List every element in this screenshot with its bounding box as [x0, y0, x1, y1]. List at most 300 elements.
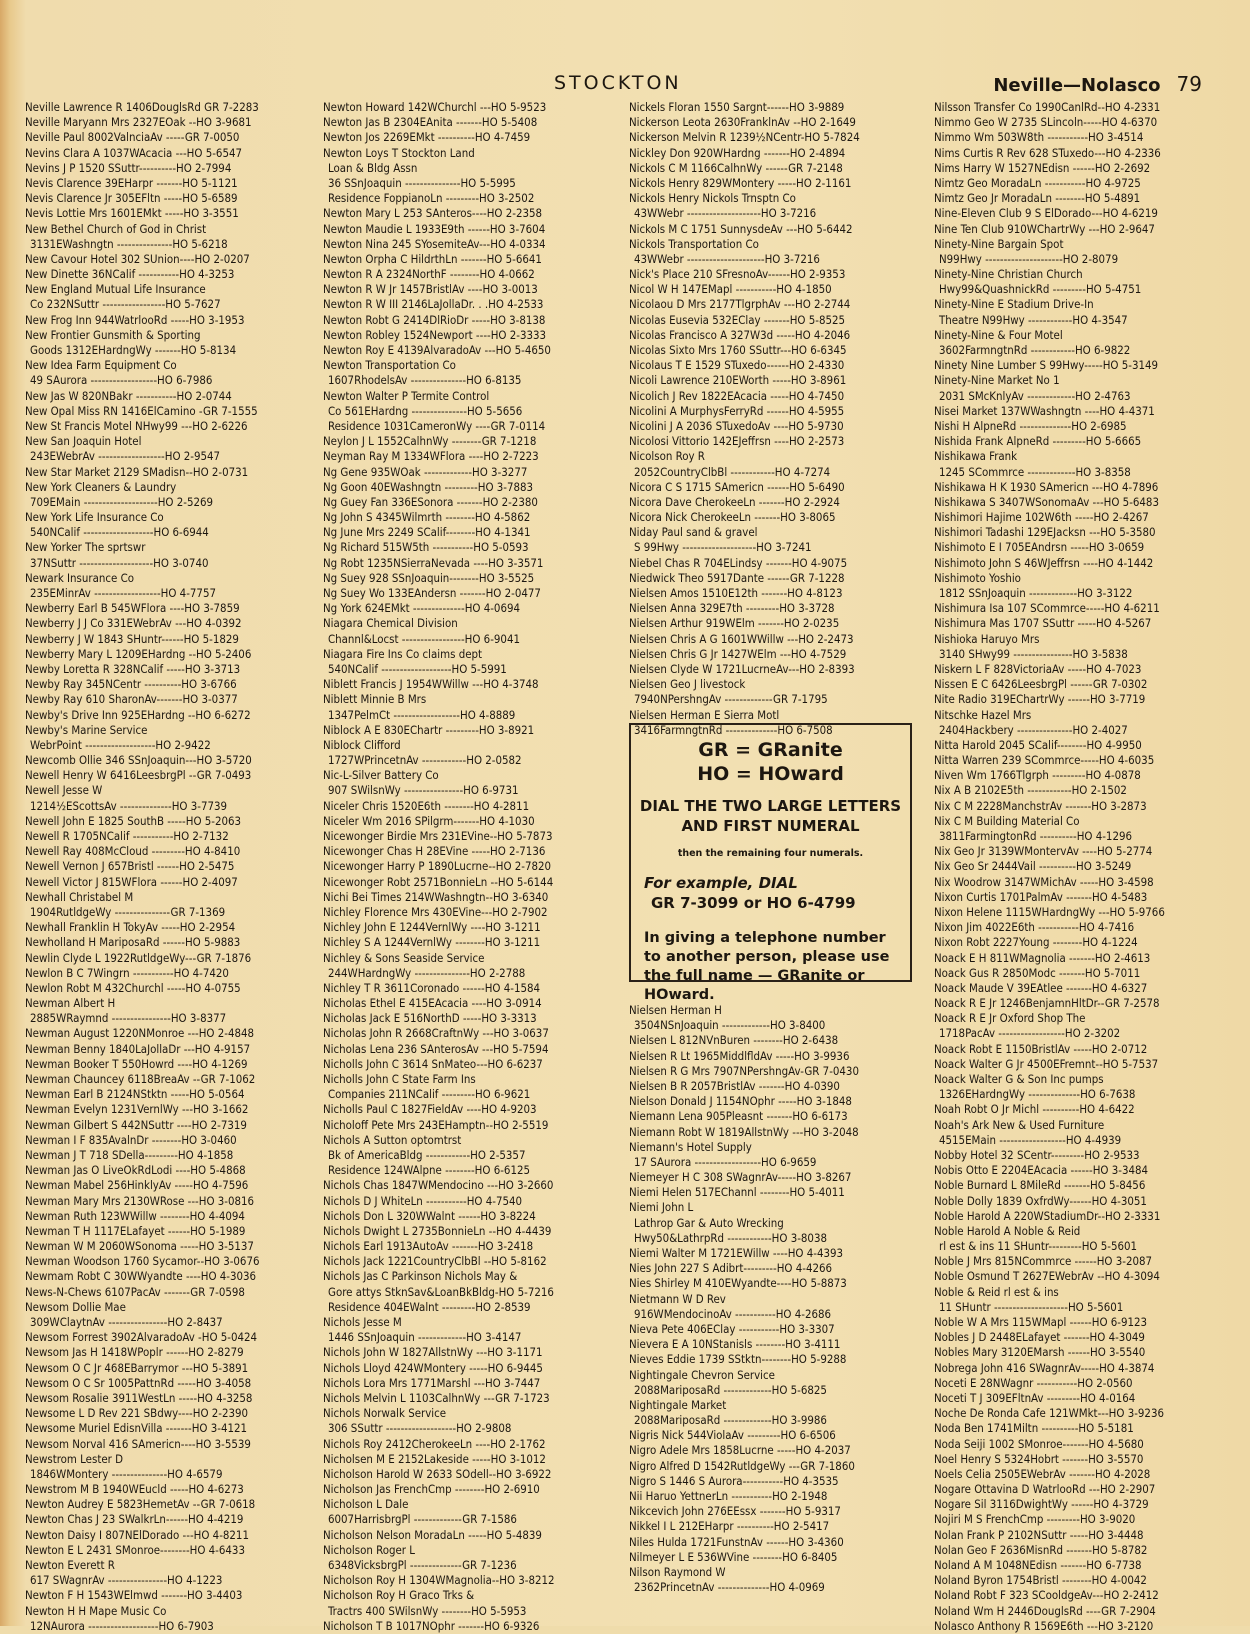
- listing-entry: 3416FarmngtnRd --------------HO 6-7508: [634, 722, 833, 737]
- listing-entry: Ng Richard 515W5th -----------HO 5-0593: [323, 540, 529, 555]
- listing-entry: Nishioka Haruyo Mrs: [934, 631, 1040, 646]
- notice-dial-instruction: DIAL THE TWO LARGE LETTERS: [639, 797, 902, 815]
- listing-entry: Newsom O C Jr 468EBarrymor ---HO 5-3891: [25, 1360, 249, 1375]
- listing-entry: News-N-Chews 6107PacAv -------GR 7-0598: [25, 1284, 245, 1299]
- listing-entry: Nigris Nick 544ViolaAv ---------HO 6-6506: [629, 1428, 836, 1443]
- listing-entry: 2088MariposaRd -------------HO 3-9986: [634, 1413, 827, 1428]
- listing-entry: New York Life Insurance Co: [25, 510, 164, 525]
- listing-entry: New Cavour Hotel 302 SUnion----HO 2-0207: [25, 251, 250, 266]
- listing-entry: Ninety-Nine Christian Church: [934, 267, 1083, 282]
- listing-entry: Nishimura Mas 1707 SSuttr -----HO 4-5267: [934, 616, 1152, 631]
- listing-entry: Niemi John L: [629, 1200, 694, 1215]
- listing-entry: Newell Ray 408McCloud ---------HO 4-8410: [25, 844, 241, 859]
- listing-entry: Nies John 227 S Adibrt---------HO 4-4266: [629, 1261, 833, 1276]
- listing-entry: 11 SHuntr --------------------HO 5-5601: [939, 1299, 1124, 1314]
- listing-entry: Noble Burnard L 8MileRd -------HO 5-8456: [934, 1178, 1146, 1193]
- listing-entry: Niven Wm 1766Tlgrph ---------HO 4-0878: [934, 768, 1141, 783]
- listing-entry: New Star Market 2129 SMadisn--HO 2-0731: [25, 464, 249, 479]
- listing-entry: Neylon J L 1552CalhnWy --------GR 7-1218: [323, 434, 537, 449]
- listing-entry: New Yorker The sprtswr: [25, 540, 146, 555]
- listing-entry: Bk of AmericaBldg ------------HO 2-5357: [328, 1147, 526, 1162]
- listing-entry: Newton Howard 142WChurchl ---HO 5-9523: [323, 100, 547, 114]
- listing-entry: Nicewonger Harry P 1890Lucrne--HO 2-7820: [323, 859, 552, 874]
- listing-entry: 907 SWilsnWy ----------------HO 6-9731: [328, 783, 519, 798]
- listing-entry: Nixon Helene 1115WHardngWy ---HO 5-9766: [934, 904, 1165, 919]
- listing-entry: Nishimori Tadashi 129EJacksn ---HO 5-3580: [934, 525, 1156, 540]
- listing-entry: Noack E H 811WMagnolia -------HO 2-4613: [934, 950, 1151, 965]
- listing-entry: Newlon Robt M 432Churchl -----HO 4-0755: [25, 980, 241, 995]
- listing-entry: Newton F H 1543WElmwd -------HO 3-4403: [25, 1588, 243, 1603]
- listing-entry: Niemi Helen 517EChannl --------HO 5-4011: [629, 1185, 845, 1200]
- listing-entry: Newmam Robt C 30WWyandte ----HO 4-3036: [25, 1269, 257, 1284]
- listing-entry: Nicolaou D Mrs 2177TlgrphAv ---HO 2-2744: [629, 297, 851, 312]
- listing-entry: Residence 1031CameronWy ----GR 7-0114: [328, 418, 546, 433]
- listing-entry: Newman Mabel 256HinklyAv -----HO 4-7596: [25, 1178, 249, 1193]
- listing-entry: Newman Ruth 123WWillw --------HO 4-4094: [25, 1208, 245, 1223]
- listing-entry: Nielsen Herman H: [629, 1003, 722, 1017]
- notice-howard: HO = HOward: [697, 763, 844, 785]
- listing-entry: Newton Transportation Co: [323, 358, 456, 373]
- listing-entry: Nichols D J WhiteLn -----------HO 4-7540: [323, 1193, 523, 1208]
- listing-entry: Nishimura Isa 107 SCommrce-----HO 4-6211: [934, 601, 1160, 616]
- listing-entry: Nicholson T B 1017NOphr -------HO 6-9326: [323, 1618, 540, 1633]
- listing-entry: Neyman Ray M 1334WFlora ----HO 2-7223: [323, 449, 539, 464]
- listing-entry: Niagara Chemical Division: [323, 616, 458, 631]
- listing-entry: Newby's Drive Inn 925EHardng --HO 6-6272: [25, 707, 251, 722]
- listing-entry: Noack Maude V 39EAtlee -------HO 4-6327: [934, 980, 1148, 995]
- listing-entry: New San Joaquin Hotel: [25, 434, 142, 449]
- listing-entry: New Bethel Church of God in Christ: [25, 221, 207, 236]
- listing-entry: Newman Gilbert S 442NSuttr ----HO 2-7319: [25, 1117, 247, 1132]
- listing-entry: New Opal Miss RN 1416ElCamino -GR 7-1555: [25, 403, 258, 418]
- listing-entry: Newman I F 835AvalnDr --------HO 3-0460: [25, 1132, 237, 1147]
- listing-entry: Newell John E 1825 SouthB -----HO 5-2063: [25, 813, 242, 828]
- listing-entry: Nikcevich John 276EEssx -------HO 5-9317: [629, 1504, 841, 1519]
- listing-entry: 6007HarrisbrgPl -------------GR 7-1586: [328, 1512, 517, 1527]
- listing-entry: Nielsen Arthur 919WElm -------HO 2-0235: [629, 616, 840, 631]
- listing-entry: Nevis Clarence Jr 305EFltn -----HO 5-6589: [25, 191, 238, 206]
- listing-entry: Tractrs 400 SWilsnWy --------HO 5-5953: [328, 1603, 527, 1618]
- listing-entry: Newell Henry W 6416LeesbrgPl --GR 7-0493: [25, 768, 252, 783]
- listing-entry: 540NCalif -------------------HO 5-5991: [328, 661, 507, 676]
- listing-entry: New Frontier Gunsmith & Sporting: [25, 327, 201, 342]
- listing-entry: Nix Geo Jr 3139WMontervAv ----HO 5-2774: [934, 844, 1153, 859]
- listing-entry: New St Francis Motel NHwy99 ---HO 2-6226: [25, 418, 248, 433]
- listing-entry: 3602FarmngtnRd ------------HO 6-9822: [939, 343, 1131, 357]
- listing-entry: Newman August 1220NMonroe ---HO 2-4848: [25, 1026, 255, 1041]
- listing-entry: 7940NPershngAv -------------GR 7-1795: [634, 692, 828, 707]
- listing-entry: Noceti E 28NWagnr -----------HO 2-0560: [934, 1375, 1133, 1390]
- listing-entry: 709EMain --------------------HO 2-5269: [30, 494, 214, 509]
- listing-entry: Newton Audrey E 5823HemetAv --GR 7-0618: [25, 1497, 256, 1512]
- listing-entry: 17 SAurora ------------------HO 6-9659: [634, 1154, 817, 1169]
- listing-entry: Nims Harry W 1527NEdisn ------HO 2-2692: [934, 160, 1151, 175]
- listing-entry: Nielsen B R 2057BristlAv -------HO 4-0390: [629, 1078, 840, 1093]
- listing-entry: Newman Benny 1840LaJollaDr ---HO 4-9157: [25, 1041, 251, 1056]
- listing-entry: Nickols Henry Nickols Trnsptn Co: [629, 191, 796, 206]
- listing-entry: Newman Woodson 1760 Sycamor--HO 3-0676: [25, 1254, 260, 1269]
- listing-entry: Nissen E C 6426LeesbrgPl ------GR 7-0302: [934, 677, 1148, 692]
- listing-entry: 37NSuttr --------------------HO 3-0740: [30, 555, 209, 570]
- listing-entry: Ninety-Nine E Stadium Drive-In: [934, 297, 1094, 312]
- listing-entry: 4515EMain ------------------HO 4-4939: [939, 1132, 1122, 1147]
- listing-entry: Nishikawa S 3407WSonomaAv ---HO 5-6483: [934, 494, 1159, 509]
- listing-entry: Ng Gene 935WOak -------------HO 3-3277: [323, 464, 528, 479]
- listing-entry: Nichi Bei Times 214WWashngtn--HO 3-6340: [323, 889, 549, 904]
- listing-entry: Nishikawa Frank: [934, 449, 1018, 464]
- listing-entry: Nicolson Roy R: [629, 449, 705, 464]
- listing-entry: Nolasco Anthony R 1569E6th ---HO 3-2120: [934, 1618, 1154, 1633]
- listing-entry: Newman J T 718 SDella---------HO 4-1858: [25, 1147, 234, 1162]
- listing-entry: Nies Shirley M 410EWyandte----HO 5-8873: [629, 1276, 847, 1291]
- listing-entry: Noack Gus R 2850Modc -------HO 5-7011: [934, 965, 1141, 980]
- listing-entry: Newhall Christabel M: [25, 889, 134, 904]
- listing-entry: Nix C M Building Material Co: [934, 813, 1080, 828]
- listing-entry: New Jas W 820NBakr -----------HO 2-0744: [25, 388, 232, 403]
- listing-entry: Newman W M 2060WSonoma -----HO 3-5137: [25, 1239, 254, 1254]
- listing-entry: Nielsen Geo J livestock: [629, 677, 746, 692]
- listing-entry: Nichols Chas 1847WMendocino ---HO 3-2660: [323, 1178, 554, 1193]
- listing-entry: Ng June Mrs 2249 SCalif--------HO 4-1341: [323, 525, 531, 540]
- listing-entry: Nicolas Francisco A 327W3d -----HO 4-2046: [629, 327, 851, 342]
- listing-entry: Newton Orpha C HildrthLn -------HO 5-6641: [323, 251, 542, 266]
- page-header: [0, 72, 1250, 96]
- listing-entry: Noland A M 1048NEdisn -------HO 6-7738: [934, 1558, 1142, 1572]
- listing-entry: Noack R E Jr 1246BenjamnHltDr--GR 7-2578: [934, 996, 1160, 1011]
- listing-entry: Loan & Bldg Assn: [328, 160, 418, 175]
- listing-entry: Ninety-Nine & Four Motel: [934, 327, 1063, 342]
- listing-entry: Newton Chas J 23 SWalkrLn------HO 4-4219: [25, 1512, 244, 1527]
- listing-entry: Nichley T R 3611Coronado ------HO 4-1584: [323, 980, 541, 995]
- name-range: [993, 72, 1202, 96]
- listing-entry: Newell Jesse W: [25, 783, 103, 798]
- listing-entry: Newton Roy E 4139AlvaradoAv ---HO 5-4650: [323, 343, 551, 357]
- listing-entry: Newton Maudie L 1933E9th ------HO 3-7604: [323, 221, 546, 236]
- listing-entry: Ng Goon 40EWashngtn ---------HO 3-7883: [323, 479, 534, 494]
- listing-entry: Newby Ray 610 SharonAv-------HO 3-0377: [25, 692, 238, 707]
- listing-entry: 3811FarmingtonRd ----------HO 4-1296: [939, 829, 1133, 843]
- listing-entry: rl est & ins 11 SHuntr---------HO 5-5601: [939, 1239, 1138, 1254]
- listing-entry: Newman Mary Mrs 2130WRose ---HO 3-0816: [25, 1193, 255, 1208]
- listing-entry: Nitschke Hazel Mrs: [934, 707, 1032, 722]
- listing-entry: Nicewonger Birdie Mrs 231EVine--HO 5-7873: [323, 829, 553, 843]
- city-title: STOCKTON: [554, 72, 682, 94]
- listing-entry: Niday Paul sand & gravel: [629, 525, 758, 540]
- listing-entry: Nick's Place 210 SFresnoAv------HO 2-9353: [629, 267, 846, 282]
- listing-entry: Nickols Transportation Co: [629, 236, 759, 251]
- listing-entry: Niles Hulda 1721FunstnAv ------HO 3-4360: [629, 1534, 844, 1549]
- listing-entry: Noland Wm H 2446DouglsRd ----GR 7-2904: [934, 1603, 1156, 1618]
- listing-entry: Newberry J W 1843 SHuntr------HO 5-1829: [25, 631, 239, 646]
- listing-entry: Nichols Norwalk Service: [323, 1406, 447, 1421]
- listing-entry: Niblock Clifford: [323, 737, 401, 752]
- listing-entry: Nietmann W D Rev: [629, 1291, 726, 1306]
- listing-entry: Nichols A Sutton optomtrst: [323, 1132, 462, 1147]
- listing-entry: 36 SSnJoaquin ---------------HO 5-5995: [328, 175, 516, 190]
- listing-entry: Newberry Earl B 545WFlora ----HO 3-7859: [25, 601, 240, 616]
- listing-entry: Noack Walter G Jr 4500EFremnt--HO 5-7537: [934, 1056, 1159, 1071]
- listing-entry: 540NCalif -------------------HO 6-6944: [30, 525, 209, 540]
- listing-entry: Nicholson Nelson MoradaLn -----HO 5-4839: [323, 1527, 542, 1542]
- listing-entry: 3140 SHwy99 ----------------HO 3-5838: [939, 646, 1128, 661]
- listing-entry: 1812 SSnJoaquin -------------HO 3-3122: [939, 586, 1133, 600]
- listing-entry: Nilson Raymond W: [629, 1564, 726, 1579]
- listing-entry: Newman Earl B 2124NStktn -----HO 5-0564: [25, 1087, 245, 1102]
- listing-entry: Newsom Norval 416 SAmericn----HO 3-5539: [25, 1436, 251, 1451]
- listing-entry: Nikkel I L 212EHarpr ----------HO 2-5417: [629, 1519, 830, 1534]
- listing-entry: Newstrom M B 1940WEucld -----HO 4-6273: [25, 1482, 244, 1497]
- listing-entry: New York Cleaners & Laundry: [25, 479, 177, 494]
- listing-entry: Nobby Hotel 32 SCentr---------HO 2-9533: [934, 1147, 1140, 1162]
- listing-entry: Noack Robt E 1150BristlAv -----HO 2-0712: [934, 1041, 1148, 1056]
- listing-entry: Nix Woodrow 3147WMichAv -----HO 3-4598: [934, 874, 1154, 889]
- listing-entry: Theatre N99Hwy ------------HO 4-3547: [939, 312, 1128, 327]
- listing-entry: New Frog Inn 944WatrlooRd -----HO 3-1953: [25, 312, 245, 327]
- listing-entry: Niceler Chris 1520E6th --------HO 4-2811: [323, 798, 530, 813]
- listing-entry: Nichols Jesse M: [323, 1315, 402, 1329]
- listing-entry: Noland Byron 1754Bristl --------HO 4-0042: [934, 1573, 1147, 1588]
- listing-entry: 1904RutldgeWy ---------------GR 7-1369: [30, 904, 226, 919]
- listing-entry: Noel Henry S 5324Hobrt -------HO 3-5570: [934, 1451, 1144, 1466]
- listing-entry: New Dinette 36NCalif -----------HO 4-3253: [25, 267, 235, 282]
- listing-entry: Nicolas Eusevia 532EClay -------HO 5-8525: [629, 312, 846, 327]
- listing-entry: Nichley & Sons Seaside Service: [323, 950, 485, 965]
- listing-entry: Nicholas Lena 236 SAnterosAv ---HO 5-7594: [323, 1041, 549, 1056]
- listing-entry: Nicolosi Vittorio 142EJeffrsn ----HO 2-2573: [629, 434, 845, 449]
- listing-entry: Nicora C S 1715 SAmericn ------HO 5-6490: [629, 479, 845, 494]
- listing-entry: 2362PrincetnAv --------------HO 4-0969: [634, 1580, 825, 1595]
- listing-entry: Nicholas Jack E 516NorthD -----HO 3-3313: [323, 1011, 537, 1026]
- listing-entry: Newhall Franklin H TokyAv -----HO 2-2954: [25, 920, 236, 935]
- listing-entry: Neville Paul 8002ValnciaAv -----GR 7-0050: [25, 130, 240, 145]
- listing-entry: Newton Mary L 253 SAnteros----HO 2-2358: [323, 206, 543, 221]
- listing-entry: 243EWebrAv ------------------HO 2-9547: [30, 449, 221, 464]
- listing-entry: Nitta Harold 2045 SCalif--------HO 4-9950: [934, 737, 1142, 752]
- listing-entry: Nigro Alfred D 1542RutldgeWy ---GR 7-1860: [629, 1458, 855, 1473]
- listing-entry: Nicewonger Chas H 28EVine -----HO 2-7136: [323, 844, 546, 859]
- listing-entry: Newton Nina 245 SYosemiteAv---HO 4-0334: [323, 236, 546, 251]
- listing-entry: Noda Ben 1741Miltn ----------HO 5-5181: [934, 1421, 1134, 1436]
- listing-entry: Nicholls Paul C 1827FieldAv ----HO 4-9203: [323, 1102, 537, 1117]
- listing-entry: Nicewonger Robt 2571BonnieLn --HO 5-6144: [323, 874, 554, 889]
- listing-entry: Newton H H Mape Music Co: [25, 1603, 167, 1618]
- listing-entry: Nickerson Melvin R 1239½NCentr-HO 5-7824: [629, 130, 860, 145]
- listing-entry: Newton Robt G 2414DlRioDr -----HO 3-8138: [323, 312, 546, 327]
- listing-entry: Nicholson Roy H Graco Trks &: [323, 1588, 475, 1603]
- listing-entry: Nolan Frank P 2102NSuttr -----HO 3-4448: [934, 1527, 1144, 1542]
- listing-entry: Nielsen Herman E Sierra Motl: [629, 707, 780, 722]
- listing-column-2: [323, 100, 621, 1634]
- listing-entry: Nicholson Roy H 1304WMagnolia--HO 3-8212: [323, 1573, 555, 1588]
- listing-entry: Niebel Chas R 704ELindsy -------HO 4-9075: [629, 555, 848, 570]
- listing-entry: Newsome L D Rev 221 SBdwy----HO 2-2390: [25, 1406, 249, 1421]
- listing-entry: Niblett Minnie B Mrs: [323, 692, 427, 707]
- listing-entry: Niemann Lena 905Pleasnt -------HO 6-6173: [629, 1109, 848, 1124]
- listing-entry: Nobis Otto E 2204EAcacia ------HO 3-3484: [934, 1163, 1149, 1178]
- listing-entry: Nimmo Geo W 2735 SLincoln-----HO 4-6370: [934, 115, 1158, 130]
- listing-entry: Nishimoto E I 705EAndrsn -----HO 3-0659: [934, 540, 1145, 555]
- listing-entry: Companies 211NCalif ---------HO 6-9621: [328, 1087, 531, 1102]
- listing-entry: Nishimori Hajime 102W6th -----HO 2-4267: [934, 510, 1149, 525]
- listing-entry: Newsome Muriel EdisnVilla -------HO 3-4121: [25, 1421, 248, 1436]
- listing-entry: Ng John S 4345Wilmrth --------HO 4-5862: [323, 510, 531, 525]
- listing-entry: Nichols John W 1827AllstnWy ---HO 3-1171: [323, 1345, 543, 1360]
- listing-entry: Nicolas Sixto Mrs 1760 SSuttr---HO 6-6345: [629, 343, 847, 357]
- listing-entry: Newsom Forrest 3902AlvaradoAv -HO 5-0424: [25, 1330, 258, 1345]
- listing-entry: Nielsen Clyde W 1721LucrneAv---HO 2-8393: [629, 661, 855, 676]
- listing-entry: 306 SSuttr -------------------HO 2-9808: [328, 1421, 512, 1436]
- listing-entry: Ng Suey 928 SSnJoaquin--------HO 3-5525: [323, 570, 535, 585]
- listing-entry: Nieva Pete 406EClay -----------HO 3-3307: [629, 1321, 835, 1336]
- listing-entry: Niemann Robt W 1819AllstnWy ---HO 3-2048: [629, 1124, 859, 1139]
- listing-entry: Gore attys StknSav&LoanBkBldg-HO 5-7216: [328, 1284, 554, 1299]
- listing-entry: Niskern L F 828VictoriaAv -----HO 4-7023: [934, 661, 1142, 676]
- listing-entry: 2885WRaymnd ----------------HO 3-8377: [30, 1011, 227, 1026]
- name-range-text: Neville—Nolasco: [993, 75, 1161, 96]
- listing-entry: Nevis Lottie Mrs 1601EMkt -----HO 3-3551: [25, 206, 239, 221]
- dialing-notice: [629, 723, 912, 1003]
- listing-entry: 2052CountryClbBl ------------HO 4-7274: [634, 464, 831, 479]
- listing-entry: Nojiri M S FrenchCmp ---------HO 3-9020: [934, 1512, 1136, 1527]
- listing-column-3-lower: [629, 1003, 922, 1595]
- listing-entry: Nielsen Anna 329E7th ---------HO 3-3728: [629, 601, 835, 616]
- listing-entry: Newby's Marine Service: [25, 722, 148, 737]
- listing-entry: Nicholsen M E 2152Lakeside -----HO 3-1012: [323, 1451, 546, 1466]
- listing-entry: 3131EWashngtn ---------------HO 5-6218: [30, 236, 228, 251]
- listing-entry: Hwy99&QuashnickRd ---------HO 5-4751: [939, 282, 1142, 297]
- listing-entry: Noble Dolly 1839 OxfrdWy------HO 4-3051: [934, 1193, 1147, 1208]
- listing-entry: 916WMendocinoAv -----------HO 4-2686: [634, 1306, 832, 1321]
- listing-entry: Ng York 624EMkt --------------HO 4-0694: [323, 601, 521, 616]
- listing-entry: 235EMinrAv ------------------HO 4-7757: [30, 586, 216, 600]
- listing-entry: Nichols Lora Mrs 1771Marshl ---HO 3-7447: [323, 1375, 541, 1390]
- listing-entry: Newlon B C 7Wingrn -----------HO 4-7420: [25, 965, 229, 980]
- listing-entry: Nine Ten Club 910WChartrWy ---HO 2-9647: [934, 221, 1155, 236]
- listing-entry: 1607RhodelsAv ---------------HO 6-8135: [328, 373, 522, 388]
- listing-entry: Newton R W Jr 1457BristlAv ----HO 3-0013: [323, 282, 538, 297]
- listing-entry: Nite Radio 319EChartrWy ------HO 3-7719: [934, 692, 1146, 707]
- listing-entry: Nobles Mary 3120EMarsh ------HO 3-5540: [934, 1345, 1146, 1360]
- listing-entry: Noche De Ronda Cafe 121WMkt---HO 3-9236: [934, 1406, 1164, 1421]
- listing-entry: Newman Jas O LiveOkRdLodi ----HO 5-4868: [25, 1163, 246, 1178]
- listing-entry: Nicolaus T E 1529 STuxedo------HO 2-4330: [629, 358, 845, 373]
- listing-entry: Noceti T J 309EFltnAv ---------HO 4-0164: [934, 1390, 1136, 1405]
- listing-entry: Nilsson Transfer Co 1990CanlRd--HO 4-2331: [934, 100, 1161, 114]
- listing-entry: Lathrop Gar & Auto Wrecking: [634, 1215, 784, 1230]
- listing-entry: Nicora Nick CherokeeLn -------HO 3-8065: [629, 510, 836, 525]
- listing-entry: Nightingale Market: [629, 1397, 727, 1412]
- listing-entry: Niagara Fire Ins Co claims dept: [323, 646, 483, 661]
- listing-entry: Nichols Dwight L 2735BonnieLn --HO 4-4439: [323, 1223, 552, 1238]
- listing-entry: Neville Lawrence R 1406DouglsRd GR 7-2283: [25, 100, 259, 114]
- listing-entry: Newell Victor J 815WFlora ------HO 2-4097: [25, 874, 238, 889]
- listing-entry: Nine-Eleven Club 9 S ElDorado---HO 4-6219: [934, 206, 1158, 221]
- listing-entry: Noda Seiji 1002 SMonroe-------HO 4-5680: [934, 1436, 1144, 1451]
- listing-entry: Nigro S 1446 S Aurora-----------HO 4-3535: [629, 1473, 839, 1488]
- listing-entry: Residence FoppianoLn ---------HO 3-2502: [328, 191, 535, 206]
- listing-entry: Noah's Ark New & Used Furniture: [934, 1117, 1105, 1132]
- listing-entry: Nicholls John C State Farm Ins: [323, 1072, 476, 1086]
- listing-entry: 2404Hackbery ---------------HO 2-4027: [939, 722, 1128, 737]
- listing-entry: Newberry Mary L 1209EHardng --HO 5-2406: [25, 646, 252, 661]
- listing-entry: Noble J Mrs 815NCommrce ------HO 3-2087: [934, 1254, 1153, 1269]
- listing-entry: Newton Walter P Termite Control: [323, 388, 490, 403]
- listing-entry: Niemeyer H C 308 SWagnrAv-----HO 3-8267: [629, 1170, 852, 1185]
- listing-entry: Newcomb Ollie 346 SSnJoaquin---HO 3-5720: [25, 753, 252, 768]
- listing-entry: 1347PelmCt ------------------HO 4-8889: [328, 707, 516, 722]
- listing-entry: Nishida Frank AlpneRd ---------HO 5-6665: [934, 434, 1142, 449]
- listing-entry: Newby Ray 345NCentr ----------HO 3-6766: [25, 677, 237, 692]
- listing-entry: Nievera E A 10NStanisls --------HO 3-4111: [629, 1337, 841, 1352]
- listing-entry: Newman Chauncey 6118BreaAv --GR 7-1062: [25, 1072, 256, 1086]
- listing-entry: Nixon Robt 2227Young --------HO 4-1224: [934, 935, 1138, 950]
- listing-entry: Nogare Sil 3116DwightWy ------HO 4-3729: [934, 1497, 1149, 1512]
- listing-entry: Nicora Dave CherokeeLn -------HO 2-2924: [629, 494, 840, 509]
- listing-entry: Nickels Floran 1550 Sargnt------HO 3-9889: [629, 100, 845, 114]
- listing-entry: Nilmeyer L E 536WVine --------HO 6-8405: [629, 1549, 838, 1564]
- listing-entry: Newton Everett R: [25, 1558, 115, 1572]
- listing-entry: Newton E L 2431 SMonroe--------HO 4-6433: [25, 1542, 245, 1557]
- listing-entry: N99Hwy ---------------------HO 2-8079: [939, 251, 1119, 266]
- listing-column-3: [629, 100, 922, 738]
- listing-entry: 43WWebr ---------------------HO 3-7216: [634, 251, 820, 266]
- listing-entry: Nickley Don 920WHardng -------HO 2-4894: [629, 145, 846, 160]
- listing-entry: Residence 404EWalnt ---------HO 2-8539: [328, 1299, 531, 1314]
- listing-entry: Nielsen L 812NVnBuren --------HO 2-6438: [629, 1033, 839, 1048]
- listing-entry: Newsom Dollie Mae: [25, 1299, 126, 1314]
- listing-entry: Newton Daisy I 807NElDorado ---HO 4-8211: [25, 1527, 249, 1542]
- listing-entry: Noland Robt F 323 SCooldgeAv---HO 2-2412: [934, 1588, 1159, 1603]
- notice-remaining: then the remaining four numerals.: [677, 848, 864, 859]
- listing-entry: Nielsen Chris G Jr 1427WElm ---HO 4-7529: [629, 646, 847, 661]
- listing-entry: Nicholoff Pete Mrs 243EHamptn--HO 2-5519: [323, 1117, 549, 1132]
- listing-entry: Co 232NSuttr -----------------HO 5-7627: [30, 297, 221, 312]
- listing-entry: Newman Albert H: [25, 996, 116, 1011]
- listing-entry: Newby Loretta R 328NCalif -----HO 3-3713: [25, 661, 241, 676]
- listing-entry: Newton Loys T Stockton Land: [323, 145, 475, 160]
- listing-entry: Nieves Eddie 1739 SStktn--------HO 5-9288: [629, 1352, 847, 1367]
- listing-entry: Nevis Clarence 39EHarpr -------HO 5-1121: [25, 175, 238, 190]
- listing-entry: Nightingale Chevron Service: [629, 1367, 775, 1382]
- listing-entry: Hwy50&LathrpRd ------------HO 3-8038: [634, 1230, 827, 1245]
- notice-full-name: In giving a telephone number to another person, please use the full name — GRanite or HOward.: [644, 930, 890, 1003]
- listing-entry: Ng Guey Fan 336ESonora -------HO 2-2380: [323, 494, 538, 509]
- listing-entry: Niceler Wm 2016 SPilgrm-------HO 4-1030: [323, 813, 535, 828]
- listing-entry: Newton R A 2324NorthF --------HO 4-0662: [323, 267, 535, 282]
- listing-entry: Nicholson Jas FrenchCmp --------HO 2-6910: [323, 1482, 540, 1497]
- listing-entry: Nims Curtis R Rev 628 STuxedo---HO 4-2336: [934, 145, 1161, 160]
- listing-entry: 43WWebr --------------------HO 3-7216: [634, 206, 817, 221]
- listing-entry: Nevins Clara A 1037WAcacia ---HO 5-6547: [25, 145, 242, 160]
- listing-entry: Nevins J P 1520 SSuttr----------HO 2-7994: [25, 160, 232, 175]
- notice-example-label: For example, DIAL: [644, 874, 798, 892]
- listing-entry: Nichols Earl 1913AutoAv -------HO 3-2418: [323, 1239, 534, 1254]
- listing-entry: Noack Walter G & Son Inc pumps: [934, 1072, 1104, 1086]
- listing-entry: Nickerson Leota 2630FranklnAv --HO 2-1649: [629, 115, 856, 130]
- listing-entry: Nishikawa H K 1930 SAmericn ---HO 4-7896: [934, 479, 1159, 494]
- listing-entry: 1326EHardngWy --------------HO 6-7638: [939, 1087, 1136, 1102]
- listing-entry: Nix A B 2102E5th ------------HO 2-1502: [934, 783, 1127, 798]
- listing-entry: Nickols M C 1751 SunnysdeAv ---HO 5-6442: [629, 221, 853, 236]
- listing-entry: Ng Robt 1235NSierraNevada ----HO 3-3571: [323, 555, 544, 570]
- listing-entry: Nichols Melvin L 1103CalhnWy ---GR 7-1723: [323, 1390, 550, 1405]
- listing-entry: Goods 1312EHardngWy -------HO 5-8134: [30, 343, 237, 357]
- listing-entry: Newsom O C Sr 1005PattnRd -----HO 3-4058: [25, 1375, 252, 1390]
- listing-entry: Noble Harold A Noble & Reid: [934, 1223, 1081, 1238]
- listing-entry: 2031 SMcKnlyAv -------------HO 2-4763: [939, 388, 1131, 403]
- listing-entry: Nisei Market 137WWashngtn ----HO 4-4371: [934, 403, 1155, 418]
- listing-column-1: [25, 100, 315, 1634]
